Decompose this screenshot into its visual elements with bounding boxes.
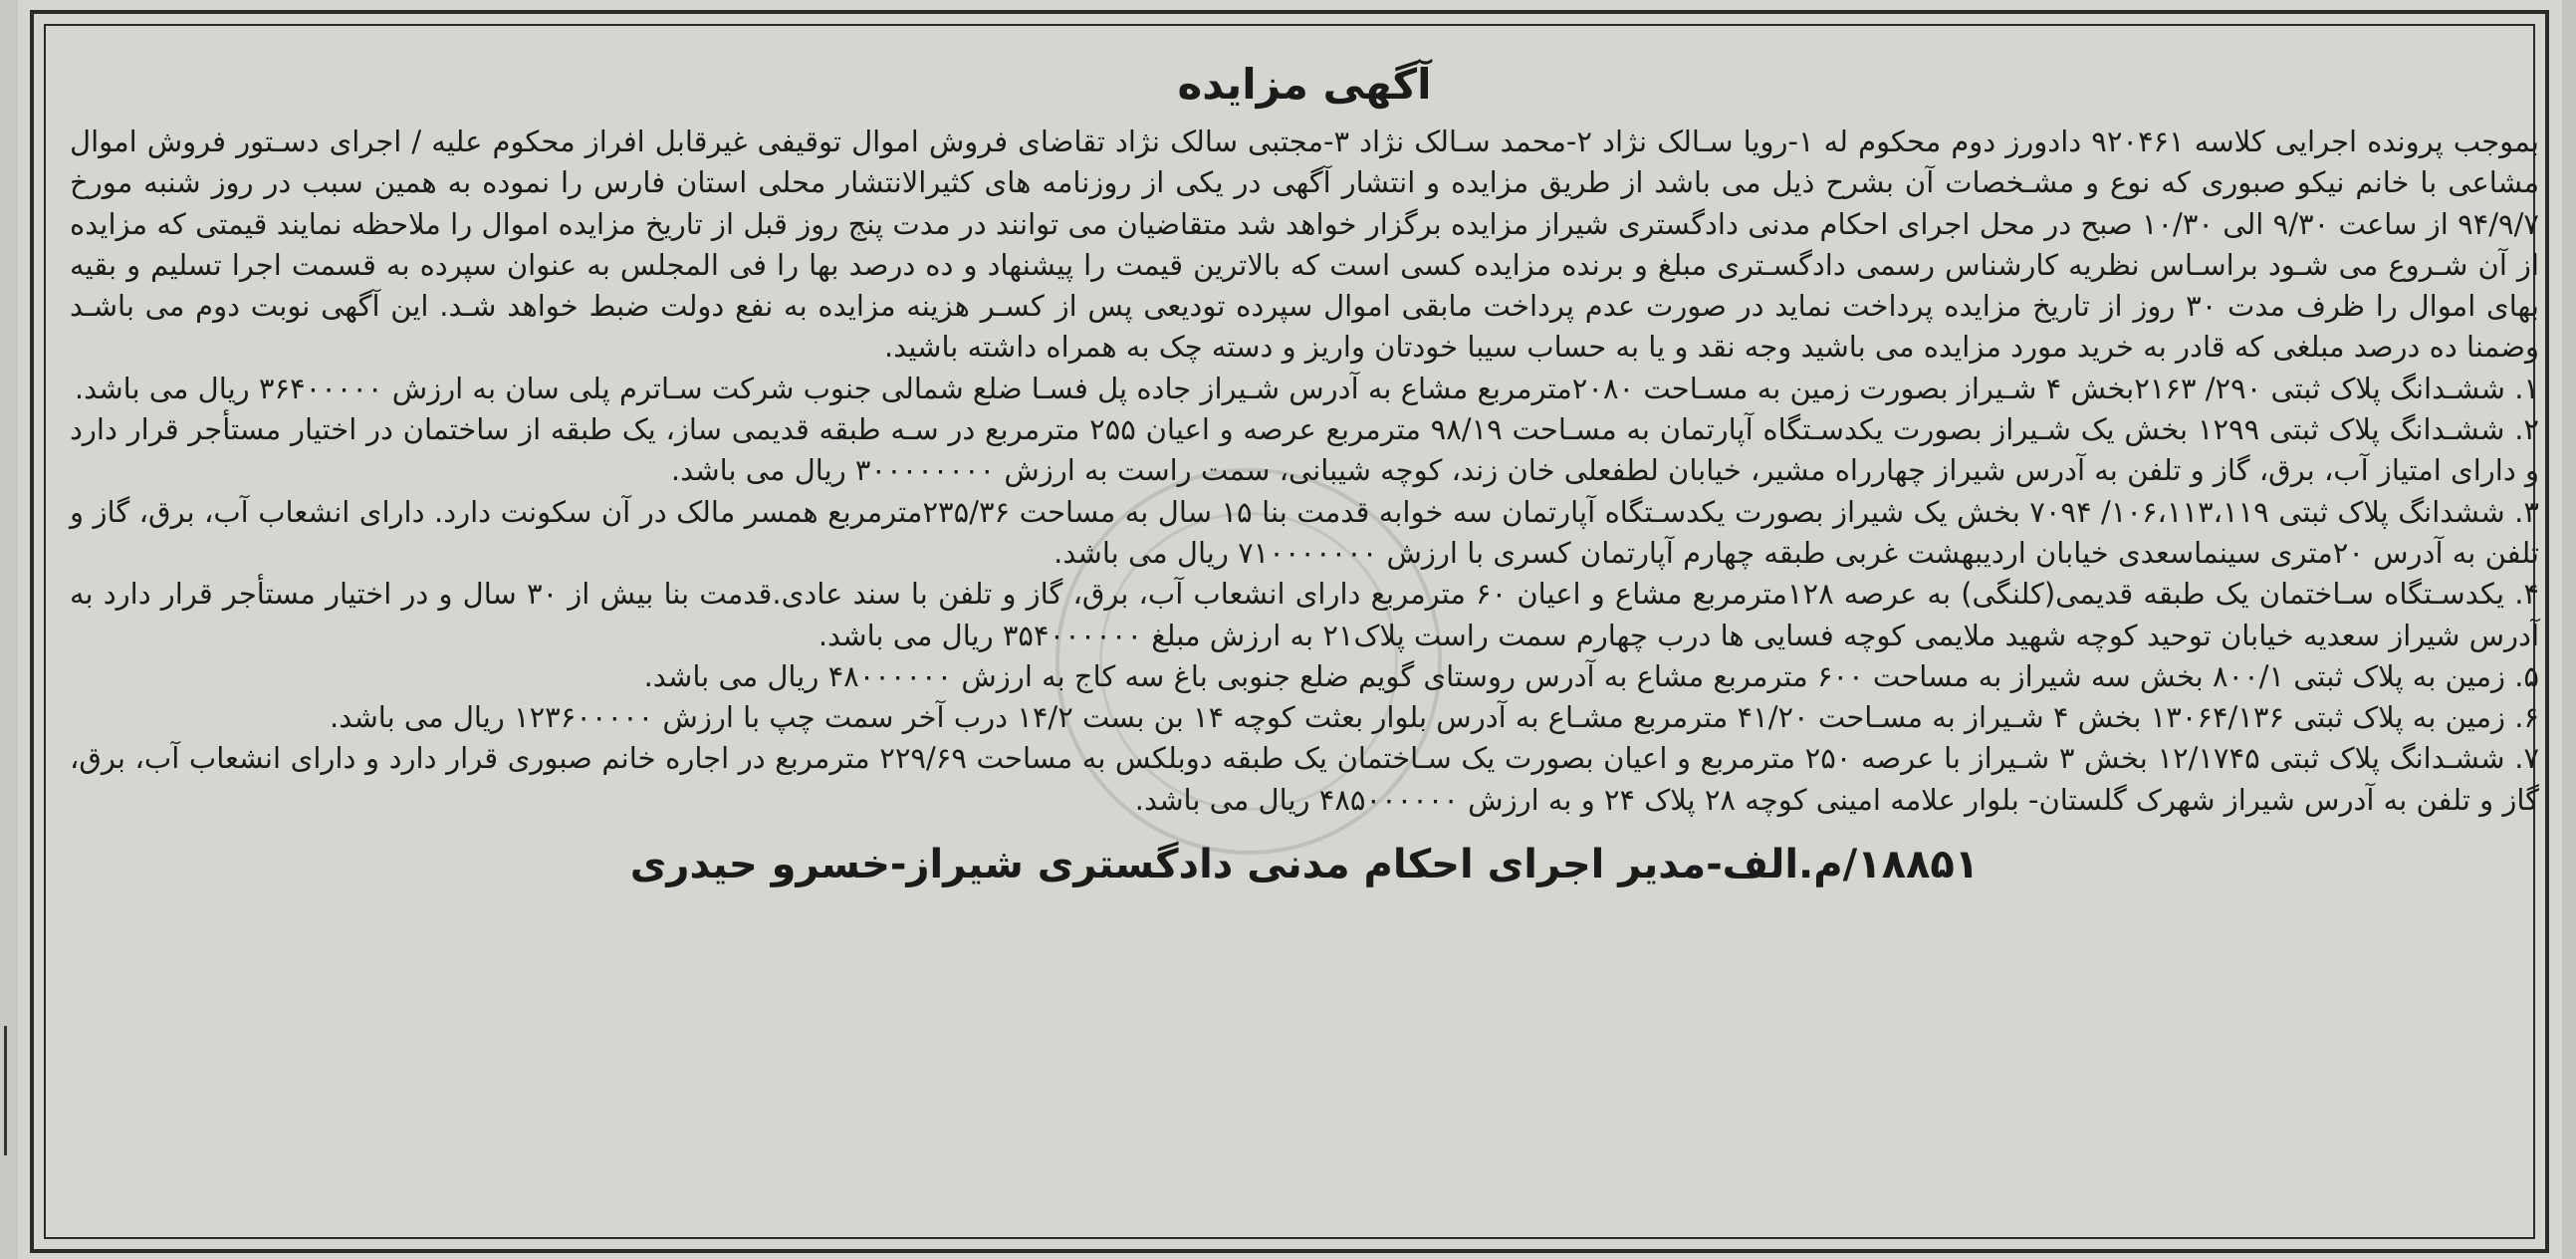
- notice-intro: بموجب پرونده اجرایی کلاسه ۹۲۰۴۶۱ دادورز دوم محکوم له ۱-رویا سـالک نژاد ۲-محمد سـالک نژاد ۳-مجتبی سالک نژاد تقاضای فروش اموال توقیفی غیرقابل افراز محکوم علیه / اجرای دسـتور فروش اموال مشاعی با خانم نیکو صبوری که نوع و مشـخصات آن بشرح ذیل می باشد از طریق مزایده و انتشار آگهی در یکی از روزنامه های کثیرالانتشار محلی استان فارس را نموده به همین سبب در روز شنبه مورخ ۹۴/۹/۷ از ساعت ۹/۳۰ الی ۱۰/۳۰ صبح در محل اجرای احکام مدنی دادگستری شیراز مزایده برگزار خواهد شد متقاضیان می توانند در مدت پنج روز قبل از تاریخ مزایده اموال را ملاحظه نمایند قیمتی که مزایده از آن شـروع می شـود براسـاس نظریه کارشناس رسمی دادگسـتری مبلغ و برنده مزایده کسی است که بالاترین قیمت را پیشنهاد و ده درصد بها را فی المجلس به عنوان سپرده به قسمت اجرا تسلیم و بقیه بهای اموال را ظرف مدت ۳۰ روز از تاریخ مزایده پرداخت نماید در صورت عدم پرداخت مابقی اموال سپرده تودیعی پس از کسـر هزینه مزایده به نفع دولت ضبط خواهد شـد. این آگهی نوبت دوم می باشـد وضمنا ده درصد مبلغی که قادر به خرید مورد مزایده می باشید وجه نقد و یا به حساب سیبا خودتان واریز و دسته چک به همراه داشته باشید.: [70, 125, 2539, 365]
- list-item: ۱. ششـدانگ پلاک ثبتی ۲۹۰/ ۲۱۶۳بخش ۴ شـیراز بصورت زمین به مسـاحت ۲۰۸۰مترمربع مشاع به آدرس شـیراز جاده پل فسـا ضلع شمالی جنوب شرکت سـاترم پلی سان به ارزش ۳۶۴۰۰۰۰۰ ریال می باشد.: [74, 371, 2539, 405]
- notice-content: [70, 56, 2539, 894]
- edge-mark: [4, 1026, 17, 1155]
- list-item: ۲. ششـدانگ پلاک ثبتی ۱۲۹۹ بخش یک شـیراز بصورت یکدسـتگاه آپارتمان به مسـاحت ۹۸/۱۹ مترمربع عرصه و اعیان ۲۵۵ مترمربع در سـه طبقه قدیمی ساز، یک طبقه از ساختمان در اختیار مستأجر قرار دارد و دارای امتیاز آب، برق، گاز و تلفن به آدرس شیراز چهارراه مشیر، خیابان لطفعلی خان زند، کوچه شیبانی، سمت راست به ارزش ۳۰۰۰۰۰۰۰۰ ریال می باشد.: [70, 412, 2539, 488]
- list-item: ۶. زمین به پلاک ثبتی ۱۳۰۶۴/۱۳۶ بخش ۴ شـیراز به مسـاحت ۴۱/۲۰ مترمربع مشـاع به آدرس بلوار بعثت کوچه ۱۴ بن بست ۱۴/۲ درب آخر سمت چپ با ارزش ۱۲۳۶۰۰۰۰۰ ریال می باشد.: [330, 700, 2539, 735]
- list-item: ۳. ششدانگ پلاک ثبتی ۱۰۶،۱۱۳،۱۱۹/ ۷۰۹۴ بخش یک شیراز بصورت یکدسـتگاه آپارتمان سه خوابه قدمت بنا ۱۵ سال به مساحت ۲۳۵/۳۶مترمربع همسر مالک در آن سکونت دارد. دارای انشعاب آب، برق، گاز و تلفن به آدرس ۲۰متری سینماسعدی خیابان اردیبهشت غربی طبقه چهارم آپارتمان کسری با ارزش ۷۱۰۰۰۰۰۰۰ ریال می باشد.: [70, 494, 2539, 570]
- right-page-edge: [2562, 0, 2576, 1259]
- notice-title: آگهی مزایده: [1177, 60, 1432, 109]
- left-page-edge: [0, 0, 18, 1259]
- list-item: ۷. ششـدانگ پلاک ثبتی ۱۲/۱۷۴۵ بخش ۳ شـیراز با عرصه ۲۵۰ مترمربع و اعیان بصورت یک سـاختمان یک طبقه دوبلکس به مساحت ۲۲۹/۶۹ مترمربع در اجاره خانم صبوری قرار دارد و دارای انشعاب آب، برق، گاز و تلفن به آدرس شیراز شهرک گلستان- بلوار علامه امینی کوچه ۲۸ پلاک ۲۴ و به ارزش ۴۸۵۰۰۰۰۰۰ ریال می باشد.: [70, 741, 2540, 817]
- list-item: ۵. زمین به پلاک ثبتی ۸۰۰/۱ بخش سه شیراز به مساحت ۶۰۰ مترمربع مشاع به آدرس روستای گویم ضلع جنوبی باغ سه کاج به ارزش ۴۸۰۰۰۰۰۰ ریال می باشد.: [643, 658, 2539, 693]
- notice-signature: ۱۸۸۵۱/م.الف-مدیر اجرای احکام مدنی دادگستری شیراز-خسرو حیدری: [629, 842, 1980, 888]
- list-item: ۴. یکدسـتگاه سـاختمان یک طبقه قدیمی(کلنگی) به عرصه ۱۲۸مترمربع مشاع و اعیان ۶۰ مترمربع دارای انشعاب آب، برق، گاز و تلفن با سند عادی.قدمت بنا بیش از ۳۰ سال و در اختیار مستأجر قرار دارد به آدرس شیراز سعدیه خیابان توحید کوچه شهید ملایمی کوچه فسایی ها درب چهارم سمت راست پلاک۲۱ به ارزش مبلغ ۳۵۴۰۰۰۰۰۰ ریال می باشد.: [70, 577, 2539, 652]
